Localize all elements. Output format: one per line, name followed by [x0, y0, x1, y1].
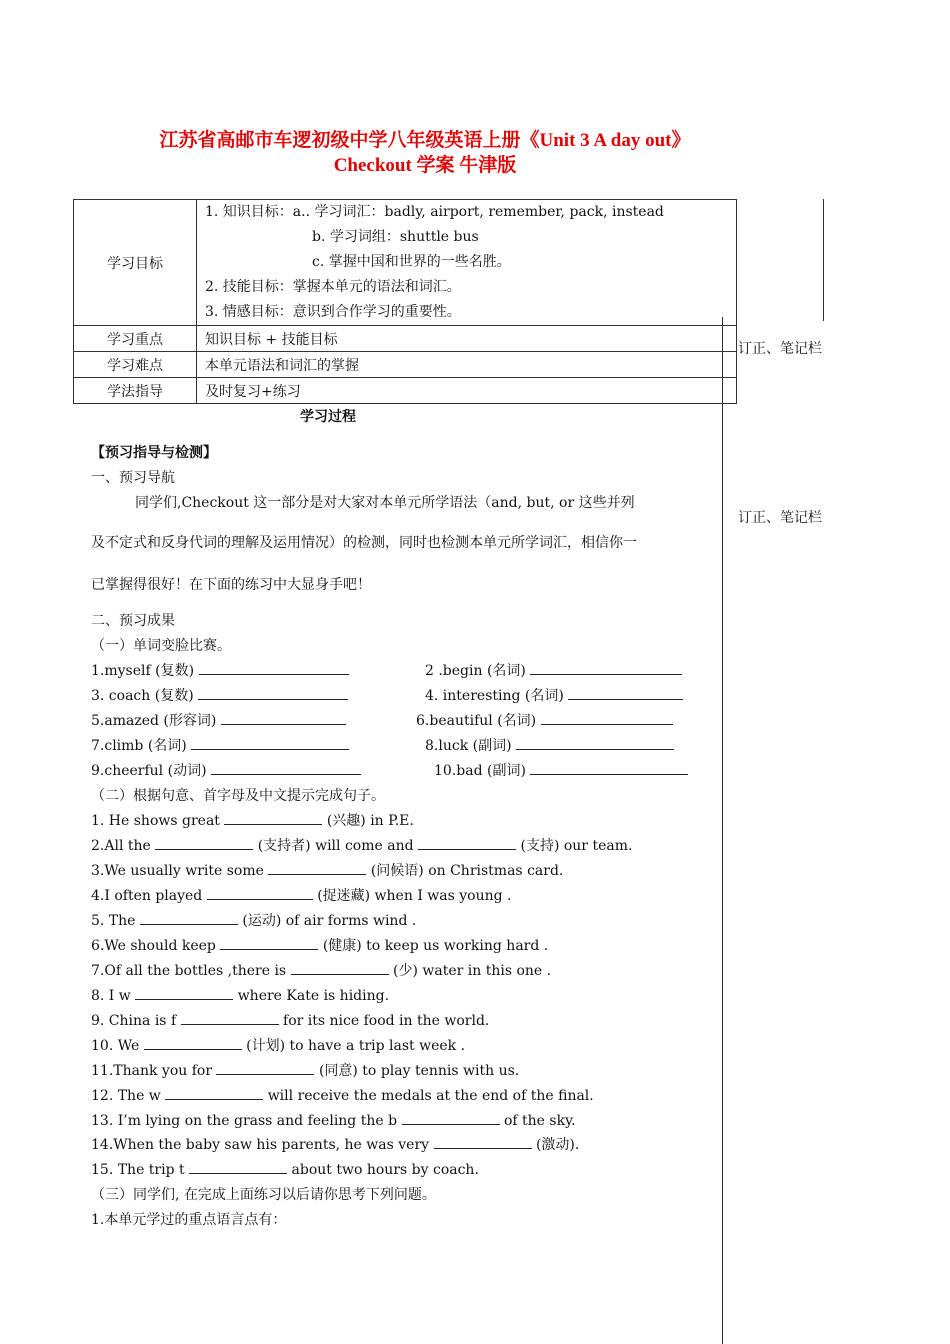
learning-goals-table	[73, 199, 737, 404]
sentence-item: 13. I’m lying on the grass and feeling the b of the sky.	[91, 1110, 576, 1129]
word-item: 10.bad (副词)	[434, 760, 688, 780]
sub3-title: （三）同学们, 在完成上面练习以后请你思考下列问题。	[91, 1187, 436, 1203]
notes-column-divider	[722, 317, 723, 1344]
answer-blank[interactable]	[516, 735, 674, 750]
answer-blank[interactable]	[291, 960, 389, 975]
word-item: 5.amazed (形容词)	[91, 710, 346, 730]
answer-blank[interactable]	[207, 885, 313, 900]
answer-blank[interactable]	[568, 685, 683, 700]
word-item: 6.beautiful (名词)	[416, 710, 673, 730]
word-item: 4. interesting (名词)	[425, 685, 683, 705]
sub1-title: （一）单词变脸比赛。	[91, 638, 231, 654]
difficulty-text: 本单元语法和词汇的掌握	[197, 352, 737, 378]
goal-line-1: 1. 知识目标：a.. 学习词汇：badly, airport, remember, pack, instead	[205, 204, 664, 220]
sentence-item: 11.Thank you for (同意) to play tennis with us.	[91, 1060, 519, 1080]
answer-blank[interactable]	[189, 1159, 287, 1174]
answer-blank[interactable]	[181, 1010, 279, 1025]
word-item: 8.luck (副词)	[425, 735, 674, 755]
side-note-1: 订正、笔记栏	[738, 341, 822, 357]
word-item: 7.climb (名词)	[91, 735, 349, 755]
part1-title: 一、预习导航	[91, 470, 175, 486]
section-heading: 【预习指导与检测】	[91, 445, 217, 461]
answer-blank[interactable]	[530, 660, 682, 675]
answer-blank[interactable]	[191, 735, 349, 750]
answer-blank[interactable]	[402, 1110, 500, 1125]
word-item: 3. coach (复数)	[91, 685, 348, 705]
answer-blank[interactable]	[434, 1134, 532, 1149]
doc-title-line1: 江苏省高邮市车逻初级中学八年级英语上册《Unit 3 A day out》	[159, 130, 691, 151]
question-1: 1.本单元学过的重点语言点有：	[91, 1212, 287, 1228]
sentence-item: 3.We usually write some (问候语) on Christmas card.	[91, 860, 563, 880]
answer-blank[interactable]	[155, 835, 253, 850]
answer-blank[interactable]	[268, 860, 366, 875]
goal-label: 学习目标	[74, 200, 197, 326]
key-text: 知识目标 + 技能目标	[197, 326, 737, 352]
sub2-title: （二）根据句意、首字母及中文提示完成句子。	[91, 788, 385, 804]
key-label: 学习重点	[74, 326, 197, 352]
process-title: 学习过程	[300, 409, 356, 425]
table-right-border	[823, 199, 824, 321]
word-item: 1.myself (复数)	[91, 660, 349, 680]
sentence-item: 6.We should keep (健康) to keep us working hard .	[91, 935, 548, 955]
part2-title: 二、预习成果	[91, 613, 175, 629]
intro-line-2: 及不定式和反身代词的理解及运用情况）的检测，同时也检测本单元所学词汇，相信你一	[91, 535, 637, 551]
answer-blank[interactable]	[198, 685, 348, 700]
method-label: 学法指导	[74, 378, 197, 404]
answer-blank[interactable]	[140, 910, 238, 925]
sentence-item: 15. The trip t about two hours by coach.	[91, 1159, 479, 1178]
sentence-item: 10. We (计划) to have a trip last week .	[91, 1035, 465, 1055]
side-note-2: 订正、笔记栏	[738, 510, 822, 526]
sentence-item: 1. He shows great (兴趣) in P.E.	[91, 810, 414, 830]
answer-blank[interactable]	[135, 985, 233, 1000]
answer-blank[interactable]	[199, 660, 349, 675]
sentence-item: 2.All the (支持者) will come and (支持) our team.	[91, 835, 632, 855]
answer-blank[interactable]	[216, 1060, 314, 1075]
difficulty-label: 学习难点	[74, 352, 197, 378]
answer-blank[interactable]	[221, 710, 346, 725]
sentence-item: 9. China is f for its nice food in the world.	[91, 1010, 489, 1029]
answer-blank[interactable]	[224, 810, 322, 825]
intro-line-3: 已掌握得很好！在下面的练习中大显身手吧！	[91, 577, 371, 593]
answer-blank[interactable]	[144, 1035, 242, 1050]
word-item: 2 .begin (名词)	[425, 660, 682, 680]
answer-blank[interactable]	[220, 935, 318, 950]
answer-blank[interactable]	[418, 835, 516, 850]
method-text: 及时复习+练习	[197, 378, 737, 404]
answer-blank[interactable]	[541, 710, 673, 725]
goal-line-2: b. 学习词组：shuttle bus	[312, 229, 479, 245]
word-item: 9.cheerful (动词)	[91, 760, 361, 780]
doc-title-line2: Checkout 学案 牛津版	[333, 155, 517, 176]
sentence-item: 7.Of all the bottles ,there is (少) water in this one .	[91, 960, 551, 980]
intro-line-1: 同学们,Checkout 这一部分是对大家对本单元所学语法（and, but, or 这些并列	[135, 495, 635, 511]
goal-line-3: c. 掌握中国和世界的一些名胜。	[312, 254, 511, 270]
sentence-item: 12. The w will receive the medals at the end of the final.	[91, 1085, 594, 1104]
sentence-item: 14.When the baby saw his parents, he was very (激动).	[91, 1134, 579, 1154]
goal-line-5: 3. 情感目标：意识到合作学习的重要性。	[205, 304, 461, 320]
answer-blank[interactable]	[165, 1085, 263, 1100]
sentence-item: 4.I often played (捉迷藏) when I was young .	[91, 885, 512, 905]
goal-content	[197, 200, 737, 326]
answer-blank[interactable]	[211, 760, 361, 775]
sentence-item: 8. I w where Kate is hiding.	[91, 985, 389, 1004]
sentence-item: 5. The (运动) of air forms wind .	[91, 910, 416, 930]
goal-line-4: 2. 技能目标：掌握本单元的语法和词汇。	[205, 279, 461, 295]
answer-blank[interactable]	[530, 760, 688, 775]
